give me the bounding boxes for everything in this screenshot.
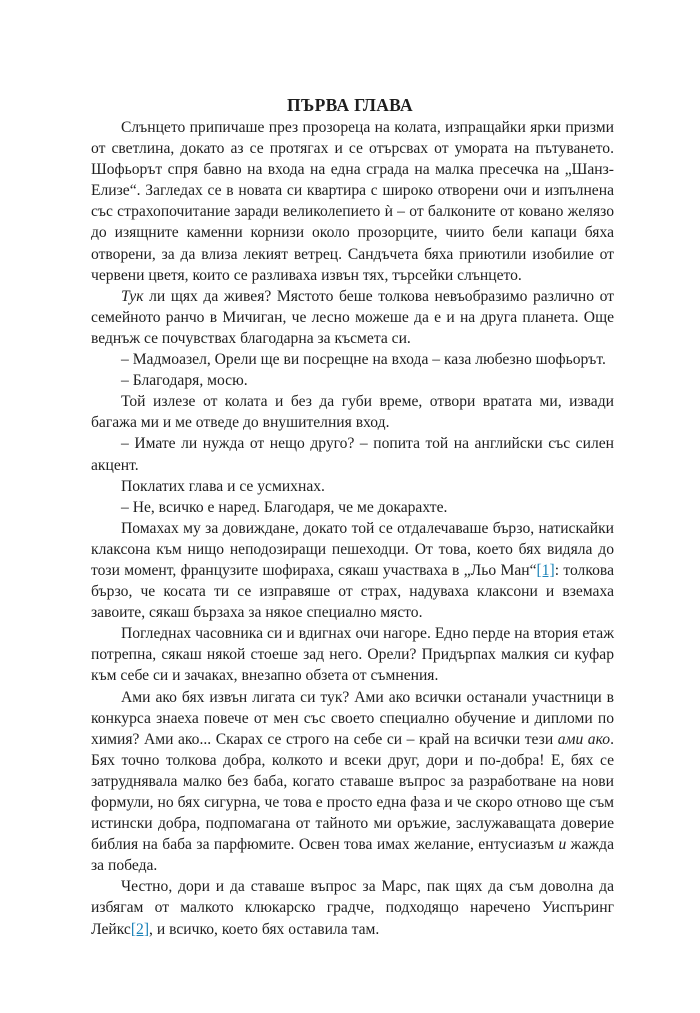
italic-phrase: ами ако — [557, 730, 611, 748]
paragraph — [91, 687, 614, 877]
dialogue-line: – Имате ли нужда от нещо друго? – попита той на английски със силен акцент. — [91, 435, 614, 474]
footnote-link-1[interactable]: [1] — [536, 561, 555, 579]
italic-word: и — [558, 836, 567, 854]
paragraph-text: Помахах му за довиждане, докато той се отдалечаваше бързо, натискайки клаксона към нищо неподозиращи пешеходци. От това, което бях видяла до този момент, французите шофираха, сякаш участваха в „Льо Ман“ — [91, 519, 614, 579]
paragraph-text: : толкова бързо, че косата ти се изправяше от страх, надуваха клаксони и вземаха завоите, сякаш бързаха за някое специално място. — [91, 561, 614, 622]
paragraph: Слънцето припичаше през прозореца на колата, изпращайки ярки призми от светлина, докато аз се протягах и се отърсвах от умората на пътуването. Шофьорът спря бавно на входа на една сграда на малка пресечка на „Шанз-Елизе“. Загледах се в новата си квартира с широко отворени очи и изпълнена със страхопочитание заради великолепието ѝ – от балконите от ковано желязо до изящните каменни корнизи около прозорците, чиито бели капаци бяха отворени, за да влиза лекият ветрец. Сандъчета бяха приютили изобилие от червени цветя, които се разливаха извън тях, търсейки слънцето. — [91, 119, 614, 284]
paragraph: Погледнах часовника си и вдигнах очи нагоре. Едно перде на втория етаж потрепна, сякаш някой стоеше зад него. Орели? Придърпах малкия си куфар към себе си и зачаках, внезапно обзета от съмнения. — [91, 625, 614, 685]
dialogue-line: – Мадмоазел, Орели ще ви посрещне на входа – каза любезно шофьорът. — [121, 351, 606, 369]
italic-word: Тук — [121, 287, 144, 305]
paragraph-text: . Бях точно толкова добра, колкото и всеки друг, дори и по-добра! Е, бях се затруднявала малко без баба, когато ставаше въпрос за разработване на нови формули, но бях сигурна, че това е просто една фаза и че скоро отново ще съм истински добра, подпомагана от тайното ми оръжие, заслужаващата доверие библия на баба за парфюмите. Освен това имах желание, ентусиазъм — [91, 730, 614, 854]
footnote-link-2[interactable]: [2] — [130, 920, 150, 938]
paragraph: Той излезе от колата и без да губи време, отвори вратата ми, извади багажа ми и ме отведе до внушителния вход. — [91, 393, 614, 432]
chapter-title: ПЪРВА ГЛАВА — [287, 95, 413, 115]
paragraph — [91, 876, 614, 939]
paragraph-text: ли щях да живея? Мястото беше толкова невъобразимо различно от семейното ранчо в Мичиган, че лесно можеше да е и на друга планета. Още веднъж се почувствах благодарна за късмета си. — [91, 287, 614, 347]
chapter-body — [91, 117, 614, 940]
paragraph — [91, 518, 614, 623]
paragraph-text: жажда за победа. — [91, 836, 614, 875]
paragraph-text: , и всичко, което бях оставила там. — [149, 920, 380, 938]
paragraph: Поклатих глава и се усмихнах. — [121, 477, 325, 495]
dialogue-line: – Не, всичко е наред. Благодаря, че ме докарахте. — [121, 498, 448, 516]
paragraph — [91, 286, 614, 349]
paragraph-text: Честно, дори и да ставаше въпрос за Марс, пак щях да съм доволна да избягам от малкото клюкарско градче, подходящо наречено Уиспъринг Лейкс — [91, 878, 614, 938]
dialogue-line: – Благодаря, мосю. — [121, 372, 248, 390]
paragraph-text: Ами ако бях извън лигата си тук? Ами ако всички останали участници в конкурса знаеха повече от мен със своето специално обучение и дипломи по химия? Ами ако... Скарах се строго на себе си – край на всички тези — [91, 688, 614, 748]
